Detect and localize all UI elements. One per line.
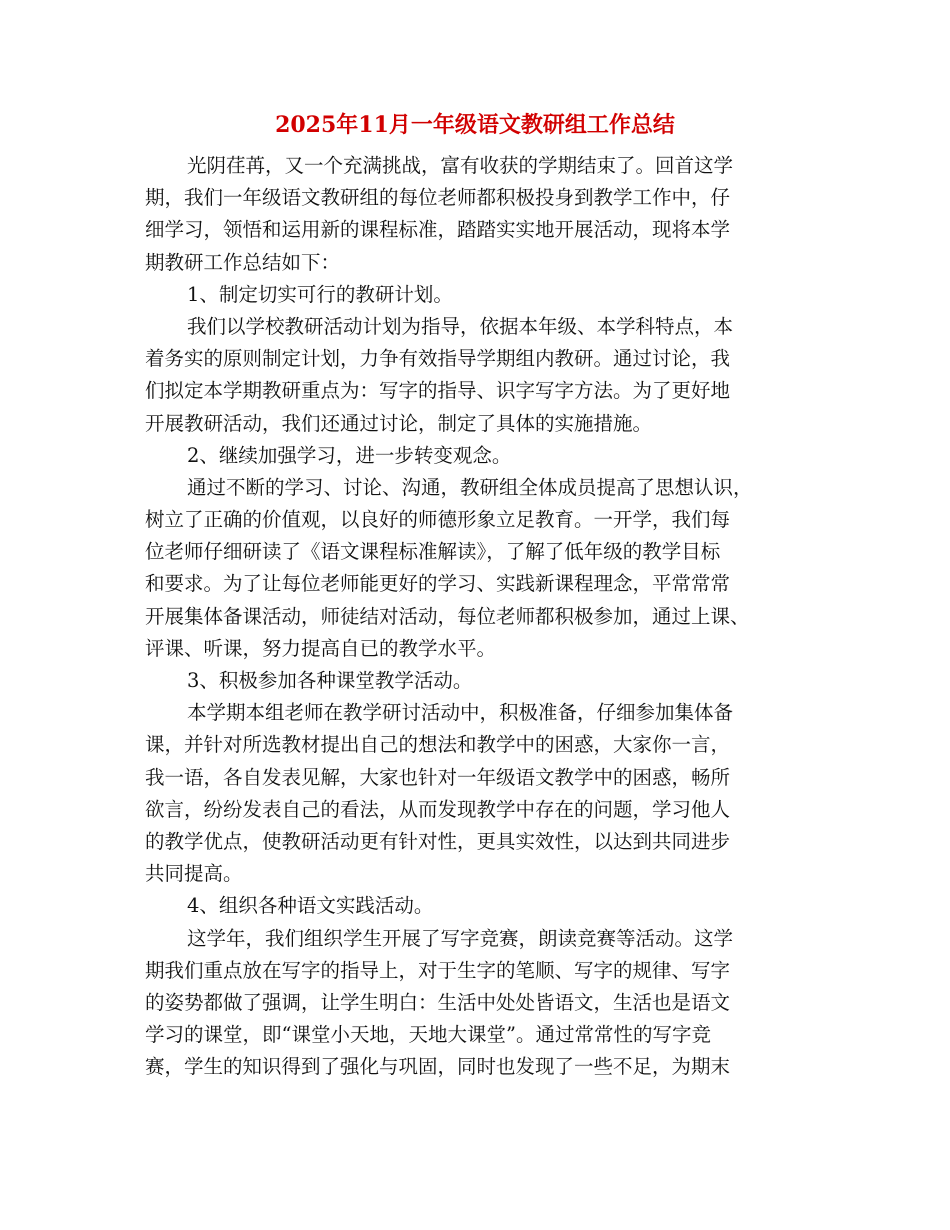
text-line: 1、制定切实可行的教研计划。 bbox=[187, 282, 453, 306]
text-line: 期，我们一年级语文教研组的每位老师都积极投身到教学工作中，仔 bbox=[145, 186, 731, 210]
text-line: 的教学优点，使教研活动更有针对性，更具实效性，以达到共同进步 bbox=[145, 829, 731, 853]
text-line: 的姿势都做了强调，让学生明白：生活中处处皆语文，生活也是语文 bbox=[145, 990, 731, 1014]
text-line: 细学习，领悟和运用新的课程标准，踏踏实实地开展活动，现将本学 bbox=[145, 218, 731, 242]
text-line: 课，并针对所选教材提出自己的想法和教学中的困惑，大家你一言， bbox=[145, 733, 731, 757]
text-line: 和要求。为了让每位老师能更好的学习、实践新课程理念，平常常常 bbox=[145, 572, 731, 596]
text-line: 3、积极参加各种课堂教学活动。 bbox=[187, 669, 473, 692]
text-line: 着务实的原则制定计划，力争有效指导学期组内教研。通过讨论，我 bbox=[145, 347, 731, 371]
text-line: 光阴荏苒，又一个充满挑战，富有收获的学期结束了。回首这学 bbox=[187, 154, 734, 177]
document-title: 2025年11月一年级语文教研组工作总结 bbox=[275, 112, 675, 138]
text-line: 通过不断的学习、讨论、沟通，教研组全体成员提高了思想认识， bbox=[187, 475, 753, 499]
text-line: 4、组织各种语文实践活动。 bbox=[187, 894, 434, 918]
text-line: 们拟定本学期教研重点为：写字的指导、识字写字方法。为了更好地 bbox=[145, 379, 731, 403]
text-line: 期我们重点放在写字的指导上，对于生字的笔顺、写字的规律、写字 bbox=[145, 958, 731, 982]
text-line: 欲言，纷纷发表自己的看法，从而发现教学中存在的问题，学习他人 bbox=[145, 797, 731, 821]
text-line: 2、继续加强学习，进一步转变观念。 bbox=[187, 443, 512, 467]
text-line: 开展集体备课活动，师徒结对活动，每位老师都积极参加，通过上课、 bbox=[145, 604, 750, 628]
text-line: 赛，学生的知识得到了强化与巩固，同时也发现了一些不足，为期末 bbox=[145, 1055, 731, 1079]
text-line: 本学期本组老师在教学研讨活动中，积极准备，仔细参加集体备 bbox=[187, 701, 734, 725]
text-line: 我一语，各自发表见解，大家也针对一年级语文教学中的困惑，畅所 bbox=[145, 765, 731, 789]
text-line: 期教研工作总结如下： bbox=[145, 250, 341, 274]
text-line: 评课、听课，努力提高自已的教学水平。 bbox=[145, 636, 497, 660]
text-line: 树立了正确的价值观，以良好的师德形象立足教育。一开学，我们每 bbox=[145, 508, 731, 532]
text-line: 共同提高。 bbox=[145, 862, 243, 886]
text-line: 位老师仔细研读了《语文课程标准解读》，了解了低年级的教学目标 bbox=[145, 540, 721, 564]
text-line: 学习的课堂，即“课堂小天地，天地大课堂”。通过常常性的写字竞 bbox=[145, 1023, 711, 1047]
text-line: 开展教研活动，我们还通过讨论，制定了具体的实施措施。 bbox=[145, 411, 653, 435]
document-body bbox=[145, 150, 805, 1083]
text-line: 我们以学校教研活动计划为指导，依据本年级、本学科特点，本 bbox=[187, 314, 734, 338]
text-line: 这学年，我们组织学生开展了写字竞赛，朗读竞赛等活动。这学 bbox=[187, 926, 734, 950]
